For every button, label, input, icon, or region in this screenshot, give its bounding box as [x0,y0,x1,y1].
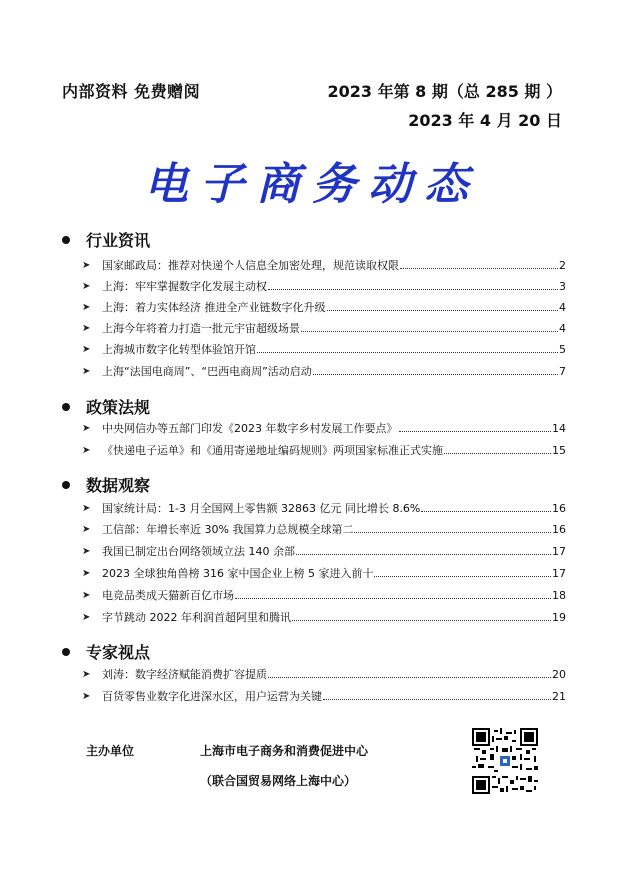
arrow-right-icon: ➤ [82,343,91,355]
section-heading [62,228,150,251]
arrow-right-icon: ➤ [82,280,91,292]
issue-date: 2023 年 4 月 20 日 [408,111,562,130]
toc-item-text: 国家邮政局：推荐对快递个人信息全加密处理，规范读取权限 [102,259,399,272]
dot-leader [421,511,551,512]
toc-item-text: 上海今年将着力打造一批元宇宙超级场景 [102,322,300,335]
page-title: 电子商务动态 [144,159,480,210]
dot-leader [444,453,551,454]
dot-leader [323,699,551,700]
toc-item-text: 国家统计局：1-3 月全国网上零售额 32863 亿元 同比增长 8.6% [102,502,421,515]
dot-leader [268,289,558,290]
toc-item-page: 7 [559,364,566,378]
toc-item-text: 中央网信办等五部门印发《2023 年数字乡村发展工作要点》 [102,422,398,435]
section-heading-text: 政策法规 [86,398,151,417]
toc-item[interactable] [82,666,566,682]
toc-item-page: 16 [552,522,566,536]
bullet-icon [62,481,70,489]
toc-item-text: 2023 全球独角兽榜 316 家中国企业上榜 5 家进入前十 [102,567,374,580]
toc-item[interactable] [82,500,566,516]
issue-number: 2023 年第 8 期（总 285 期 ） [327,82,562,101]
toc-item-text: 上海城市数字化转型体验馆开馆 [102,343,256,356]
organizer-label: 主办单位 [86,744,135,758]
toc-item-page: 2 [559,258,566,272]
bullet-icon [62,403,70,411]
arrow-right-icon: ➤ [82,444,91,456]
section-heading-text: 数据观察 [86,476,151,495]
toc-item-text: 上海“法国电商周”、“巴西电商周”活动启动 [102,365,312,378]
toc-item-text: 我国已制定出台网络领域立法 140 余部 [102,545,295,558]
toc-item[interactable] [82,587,566,603]
arrow-right-icon: ➤ [82,567,91,579]
toc-item-page: 21 [552,689,566,703]
toc-item-page: 20 [552,667,566,681]
toc-item-text: 电竞品类成天猫新百亿市场 [102,589,234,602]
header-left-label: 内部资料 免费赠阅 [62,82,201,101]
arrow-right-icon: ➤ [82,589,91,601]
toc-item[interactable] [82,543,566,559]
arrow-right-icon: ➤ [82,365,91,377]
qr-code-icon [472,728,538,794]
dot-leader [301,331,558,332]
arrow-right-icon: ➤ [82,523,91,535]
toc-item-text: 工信部：年增长率近 30% 我国算力总规模全球第二 [102,523,354,536]
dot-leader [354,532,551,533]
section-heading [62,640,150,663]
toc-item-text: 刘涛：数字经济赋能消费扩容提质 [102,668,267,681]
arrow-right-icon: ➤ [82,668,91,680]
toc-item-page: 14 [552,421,566,435]
dot-leader [292,620,551,621]
toc-item[interactable] [82,521,566,537]
section-heading [62,473,150,496]
toc-item-page: 17 [552,544,566,558]
toc-item[interactable] [82,257,566,273]
arrow-right-icon: ➤ [82,611,91,623]
toc-item-text: 上海：着力实体经济 推进全产业链数字化升级 [102,301,326,314]
toc-item-page: 16 [552,501,566,515]
toc-item-text: 百货零售业数字化进深水区，用户运营为关键 [102,690,322,703]
toc-item[interactable] [82,609,566,625]
toc-item-page: 4 [559,300,566,314]
toc-item[interactable] [82,565,566,581]
toc-item-text: 字节跳动 2022 年利润首超阿里和腾讯 [102,611,291,624]
toc-item-page: 3 [559,279,566,293]
section-heading [62,395,150,418]
organizer-subtitle: （联合国贸易网络上海中心） [200,774,357,788]
toc-item-page: 19 [552,610,566,624]
toc-item[interactable] [82,363,566,379]
dot-leader [327,310,559,311]
arrow-right-icon: ➤ [82,322,91,334]
dot-leader [235,598,551,599]
arrow-right-icon: ➤ [82,301,91,313]
toc-item[interactable] [82,299,566,315]
bullet-icon [62,236,70,244]
toc-item-page: 4 [559,321,566,335]
arrow-right-icon: ➤ [82,259,91,271]
arrow-right-icon: ➤ [82,545,91,557]
toc-item[interactable] [82,320,566,336]
dot-leader [268,677,551,678]
toc-item[interactable] [82,420,566,436]
arrow-right-icon: ➤ [82,422,91,434]
toc-item-page: 5 [559,342,566,356]
toc-item-page: 18 [552,588,566,602]
toc-item-text: 《快递电子运单》和《通用寄递地址编码规则》两项国家标准正式实施 [102,444,443,457]
toc-item-page: 15 [552,443,566,457]
dot-leader [399,431,552,432]
dot-leader [400,268,558,269]
toc-item-page: 17 [552,566,566,580]
dot-leader [296,554,551,555]
dot-leader [374,576,551,577]
toc-item[interactable] [82,278,566,294]
toc-item[interactable] [82,442,566,458]
organizer-name: 上海市电子商务和消费促进中心 [200,744,369,758]
arrow-right-icon: ➤ [82,690,91,702]
toc-item[interactable] [82,341,566,357]
section-heading-text: 行业资讯 [86,231,151,250]
dot-leader [257,352,558,353]
toc-item[interactable] [82,688,566,704]
dot-leader [313,374,558,375]
toc-item-text: 上海：牢牢掌握数字化发展主动权 [102,280,267,293]
section-heading-text: 专家视点 [86,643,151,662]
arrow-right-icon: ➤ [82,502,91,514]
bullet-icon [62,648,70,656]
